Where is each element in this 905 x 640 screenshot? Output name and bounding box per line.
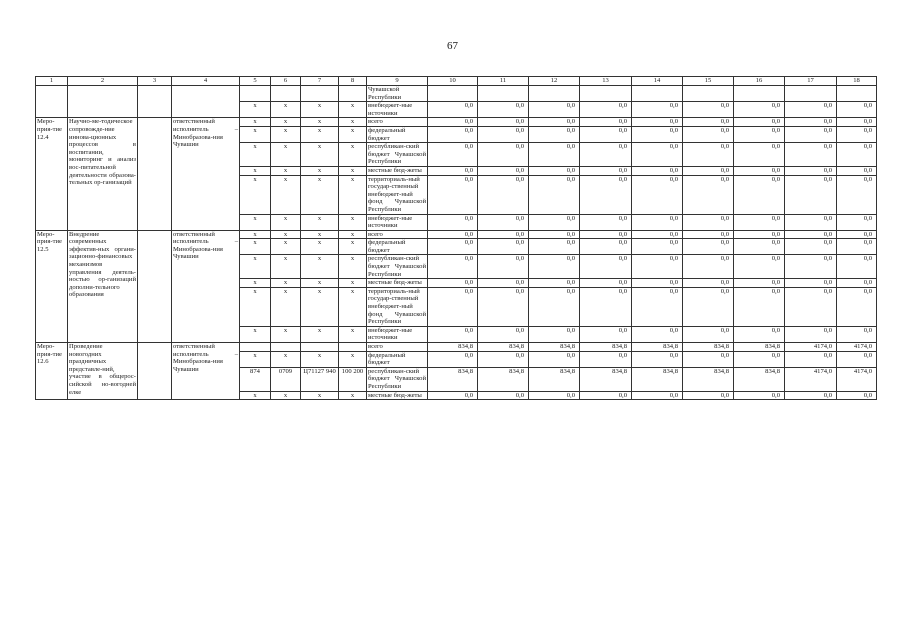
code-cell-c8: х (339, 230, 367, 239)
value-cell-10: 834,8 (428, 343, 478, 352)
value-cell-10: 0,0 (428, 391, 478, 400)
value-cell-15: 0,0 (683, 126, 734, 142)
event-executor: ответственный исполнитель – Минобразова-ния Чувашии (172, 230, 240, 342)
value-cell-16 (734, 86, 785, 102)
value-cell-12: 0,0 (529, 118, 580, 127)
value-cell-10: 0,0 (428, 279, 478, 288)
value-cell-17: 0,0 (785, 287, 837, 326)
code-cell-c7: Ц71127 940 (301, 367, 339, 391)
funding-source: республикан-ский бюджет Чувашской Республики (368, 367, 426, 390)
code-cell-c8: х (339, 166, 367, 175)
column-number: 17 (785, 77, 837, 86)
value-cell-18: 0,0 (837, 126, 877, 142)
value-cell-10 (428, 86, 478, 102)
value-cell-16: 0,0 (734, 175, 785, 214)
funding-source: всего (367, 118, 428, 127)
column-number: 14 (632, 77, 683, 86)
continuation-cell-2 (68, 86, 138, 118)
code-cell-c7: х (301, 391, 339, 400)
value-cell-15: 0,0 (683, 118, 734, 127)
value-cell-18: 0,0 (837, 102, 877, 118)
value-cell-14: 0,0 (632, 143, 683, 167)
code-cell-c5: х (240, 126, 271, 142)
value-cell-11: 0,0 (478, 326, 529, 342)
value-cell-18: 0,0 (837, 239, 877, 255)
code-cell-c8: х (339, 143, 367, 167)
code-cell-c5: х (240, 326, 271, 342)
funding-source: Чувашской Республики (367, 86, 428, 102)
value-cell-10: 0,0 (428, 126, 478, 142)
code-cell-c5: х (240, 351, 271, 367)
code-cell-c6: х (271, 214, 301, 230)
column-number: 1 (36, 77, 68, 86)
value-cell-10: 0,0 (428, 230, 478, 239)
value-cell-15: 0,0 (683, 214, 734, 230)
code-cell-c6: х (271, 255, 301, 279)
value-cell-16: 0,0 (734, 143, 785, 167)
event-name: Проведение новогодних праздничных представле-ний, участие в общерос-сийской но-вогодней елке (68, 343, 138, 400)
value-cell-11: 0,0 (478, 175, 529, 214)
code-cell-c6: х (271, 118, 301, 127)
value-cell-13: 834,8 (580, 367, 632, 391)
code-cell-c6 (271, 86, 301, 102)
code-cell-c6: х (271, 230, 301, 239)
value-cell-17: 4174,0 (785, 343, 837, 352)
value-cell-13: 0,0 (580, 255, 632, 279)
funding-source: федеральный бюджет (367, 126, 428, 142)
value-cell-11: 0,0 (478, 126, 529, 142)
code-cell-c6: х (271, 351, 301, 367)
column-number: 12 (529, 77, 580, 86)
value-cell-12: 834,8 (529, 343, 580, 352)
value-cell-12: 0,0 (529, 326, 580, 342)
value-cell-14: 0,0 (632, 351, 683, 367)
code-cell-c8: х (339, 287, 367, 326)
code-cell-c8: 100 200 (339, 367, 367, 391)
value-cell-13: 0,0 (580, 126, 632, 142)
value-cell-14: 0,0 (632, 391, 683, 400)
budget-table (35, 76, 877, 400)
value-cell-16: 0,0 (734, 391, 785, 400)
code-cell-c7: х (301, 126, 339, 142)
continuation-cell-1 (36, 86, 68, 118)
value-cell-10: 0,0 (428, 102, 478, 118)
funding-source: федеральный бюджет (367, 351, 428, 367)
code-cell-c7: х (301, 239, 339, 255)
value-cell-11: 0,0 (478, 255, 529, 279)
value-cell-14: 834,8 (632, 367, 683, 391)
column-number-row (36, 77, 877, 86)
value-cell-15: 0,0 (683, 287, 734, 326)
value-cell-15: 834,8 (683, 367, 734, 391)
value-cell-17: 0,0 (785, 143, 837, 167)
value-cell-15: 0,0 (683, 143, 734, 167)
value-cell-10: 834,8 (428, 367, 478, 391)
code-cell-c5 (240, 343, 271, 352)
value-cell-13: 0,0 (580, 166, 632, 175)
code-cell-c5 (240, 86, 271, 102)
value-cell-12: 0,0 (529, 126, 580, 142)
event-label: Меро-прия-тие 12.4 (36, 118, 68, 230)
code-cell-c8: х (339, 239, 367, 255)
code-cell-c6: х (271, 287, 301, 326)
value-cell-11 (478, 86, 529, 102)
value-cell-17: 0,0 (785, 102, 837, 118)
value-cell-13: 0,0 (580, 230, 632, 239)
code-cell-c6: х (271, 175, 301, 214)
value-cell-16: 0,0 (734, 214, 785, 230)
value-cell-17: 0,0 (785, 351, 837, 367)
code-cell-c8: х (339, 118, 367, 127)
code-cell-c8: х (339, 214, 367, 230)
code-cell-c8: х (339, 391, 367, 400)
value-cell-15: 0,0 (683, 391, 734, 400)
code-cell-c8 (339, 343, 367, 352)
code-cell-c7: х (301, 287, 339, 326)
value-cell-15: 0,0 (683, 279, 734, 288)
value-cell-15: 0,0 (683, 166, 734, 175)
code-cell-c6: х (271, 166, 301, 175)
value-cell-11: 0,0 (478, 166, 529, 175)
value-cell-12: 0,0 (529, 102, 580, 118)
value-cell-17: 0,0 (785, 214, 837, 230)
code-cell-c7 (301, 86, 339, 102)
funding-source: федеральный бюджет (367, 239, 428, 255)
value-cell-11: 0,0 (478, 351, 529, 367)
value-cell-18: 0,0 (837, 287, 877, 326)
code-cell-c5: х (240, 239, 271, 255)
value-cell-11: 0,0 (478, 391, 529, 400)
value-cell-12: 0,0 (529, 279, 580, 288)
value-cell-13: 0,0 (580, 239, 632, 255)
value-cell-14: 0,0 (632, 279, 683, 288)
column-number: 18 (837, 77, 877, 86)
column-number: 15 (683, 77, 734, 86)
value-cell-18: 0,0 (837, 230, 877, 239)
value-cell-13: 0,0 (580, 118, 632, 127)
value-cell-15: 0,0 (683, 326, 734, 342)
value-cell-13: 834,8 (580, 343, 632, 352)
value-cell-12: 0,0 (529, 230, 580, 239)
value-cell-18: 0,0 (837, 279, 877, 288)
column-number: 4 (172, 77, 240, 86)
column-number: 11 (478, 77, 529, 86)
value-cell-16: 0,0 (734, 326, 785, 342)
value-cell-17: 0,0 (785, 326, 837, 342)
funding-source: местные бюд-жеты (367, 279, 428, 288)
continuation-cell-3 (138, 86, 172, 118)
value-cell-14: 0,0 (632, 255, 683, 279)
value-cell-12: 0,0 (529, 143, 580, 167)
code-cell-c7: х (301, 279, 339, 288)
code-cell-c6: х (271, 143, 301, 167)
value-cell-17: 0,0 (785, 126, 837, 142)
column-number: 2 (68, 77, 138, 86)
value-cell-13: 0,0 (580, 214, 632, 230)
value-cell-14: 834,8 (632, 343, 683, 352)
funding-source: всего (367, 343, 428, 352)
event-name: Научно-ме-тодическое сопровожде-ние иннова-ционных процессов в воспитании, мониторинг и анализ вос-питательной деятельности образова-тельных ор-ганизаций (68, 118, 138, 230)
code-cell-c8: х (339, 175, 367, 214)
code-cell-c8: х (339, 102, 367, 118)
code-cell-c8: х (339, 255, 367, 279)
code-cell-c7: х (301, 351, 339, 367)
event-name: Внедрение современных эффектив-ных органи-зационно-финансовых механизмов управления деятель-ностью ор-ганизаций дополни-тельного образования (68, 230, 138, 342)
value-cell-15: 0,0 (683, 255, 734, 279)
value-cell-16: 834,8 (734, 367, 785, 391)
code-cell-c5: х (240, 391, 271, 400)
value-cell-16: 0,0 (734, 287, 785, 326)
value-cell-14: 0,0 (632, 166, 683, 175)
value-cell-11: 0,0 (478, 279, 529, 288)
table-row (36, 343, 877, 352)
code-cell-c5: х (240, 166, 271, 175)
value-cell-13: 0,0 (580, 102, 632, 118)
funding-source: территориаль-ный государ-ственный внебюджет-ный фонд Чувашской Республики (368, 287, 426, 326)
code-cell-c7: х (301, 255, 339, 279)
value-cell-11: 0,0 (478, 287, 529, 326)
value-cell-13: 0,0 (580, 351, 632, 367)
value-cell-17 (785, 86, 837, 102)
code-cell-c8: х (339, 279, 367, 288)
code-cell-c6: 0709 (271, 367, 301, 391)
code-cell-c7: х (301, 214, 339, 230)
value-cell-12: 0,0 (529, 287, 580, 326)
value-cell-14: 0,0 (632, 102, 683, 118)
code-cell-c7: х (301, 102, 339, 118)
code-cell-c8: х (339, 326, 367, 342)
value-cell-11: 0,0 (478, 239, 529, 255)
funding-source: местные бюд-жеты (367, 166, 428, 175)
column-number: 16 (734, 77, 785, 86)
continuation-cell-4 (172, 86, 240, 118)
value-cell-11: 0,0 (478, 102, 529, 118)
value-cell-18: 0,0 (837, 214, 877, 230)
code-cell-c5: х (240, 287, 271, 326)
event-label: Меро-прия-тие 12.6 (36, 343, 68, 400)
code-cell-c5: 874 (240, 367, 271, 391)
value-cell-10: 0,0 (428, 214, 478, 230)
value-cell-16: 0,0 (734, 230, 785, 239)
value-cell-17: 4174,0 (785, 367, 837, 391)
code-cell-c7: х (301, 326, 339, 342)
value-cell-11: 834,8 (478, 343, 529, 352)
value-cell-10: 0,0 (428, 175, 478, 214)
value-cell-13 (580, 86, 632, 102)
value-cell-17: 0,0 (785, 279, 837, 288)
event-label: Меро-прия-тие 12.5 (36, 230, 68, 342)
code-cell-c6: х (271, 279, 301, 288)
value-cell-16: 0,0 (734, 279, 785, 288)
value-cell-16: 0,0 (734, 118, 785, 127)
code-cell-c6: х (271, 391, 301, 400)
column-number: 7 (301, 77, 339, 86)
value-cell-18: 0,0 (837, 255, 877, 279)
value-cell-12: 834,8 (529, 367, 580, 391)
value-cell-14: 0,0 (632, 175, 683, 214)
code-cell-c8 (339, 86, 367, 102)
value-cell-14: 0,0 (632, 326, 683, 342)
value-cell-17: 0,0 (785, 118, 837, 127)
value-cell-15: 0,0 (683, 230, 734, 239)
value-cell-18: 4174,0 (837, 343, 877, 352)
value-cell-14: 0,0 (632, 239, 683, 255)
funding-source: территориаль-ный государ-ственный внебюджет-ный фонд Чувашской Республики (368, 175, 426, 213)
value-cell-17: 0,0 (785, 391, 837, 400)
value-cell-17: 0,0 (785, 166, 837, 175)
value-cell-12: 0,0 (529, 391, 580, 400)
value-cell-18: 0,0 (837, 118, 877, 127)
value-cell-16: 0,0 (734, 255, 785, 279)
code-cell-c6: х (271, 326, 301, 342)
empty-cell (138, 343, 172, 400)
code-cell-c5: х (240, 279, 271, 288)
value-cell-10: 0,0 (428, 166, 478, 175)
value-cell-12: 0,0 (529, 255, 580, 279)
code-cell-c6: х (271, 102, 301, 118)
value-cell-16: 834,8 (734, 343, 785, 352)
value-cell-11: 0,0 (478, 143, 529, 167)
funding-source: республикан-ский бюджет Чувашской Республики (368, 143, 426, 166)
value-cell-16: 0,0 (734, 166, 785, 175)
code-cell-c5: х (240, 214, 271, 230)
value-cell-12 (529, 86, 580, 102)
value-cell-18: 0,0 (837, 175, 877, 214)
page-number: 67 (447, 40, 458, 52)
code-cell-c5: х (240, 230, 271, 239)
code-cell-c5: х (240, 255, 271, 279)
value-cell-17: 0,0 (785, 255, 837, 279)
value-cell-12: 0,0 (529, 351, 580, 367)
code-cell-c6: х (271, 126, 301, 142)
table-row (36, 230, 877, 239)
funding-source: внебюджет-ные источники (367, 326, 428, 342)
value-cell-10: 0,0 (428, 143, 478, 167)
code-cell-c7: х (301, 230, 339, 239)
value-cell-11: 0,0 (478, 230, 529, 239)
code-cell-c6: х (271, 239, 301, 255)
value-cell-17: 0,0 (785, 230, 837, 239)
value-cell-17: 0,0 (785, 175, 837, 214)
event-executor: ответственный исполнитель – Минобразова-ния Чувашии (172, 118, 240, 230)
value-cell-14: 0,0 (632, 118, 683, 127)
event-executor: ответственный исполнитель – Минобразова-ния Чувашии (172, 343, 240, 400)
value-cell-13: 0,0 (580, 143, 632, 167)
continuation-row (36, 86, 877, 102)
value-cell-16: 0,0 (734, 102, 785, 118)
value-cell-10: 0,0 (428, 239, 478, 255)
code-cell-c7: х (301, 175, 339, 214)
value-cell-15 (683, 86, 734, 102)
table-row (36, 118, 877, 127)
funding-source: республикан-ский бюджет Чувашской Республики (368, 255, 426, 278)
value-cell-15: 0,0 (683, 175, 734, 214)
value-cell-18 (837, 86, 877, 102)
value-cell-15: 0,0 (683, 239, 734, 255)
value-cell-14 (632, 86, 683, 102)
column-number: 8 (339, 77, 367, 86)
value-cell-11: 0,0 (478, 118, 529, 127)
value-cell-18: 4174,0 (837, 367, 877, 391)
code-cell-c5: х (240, 175, 271, 214)
value-cell-13: 0,0 (580, 391, 632, 400)
column-number: 6 (271, 77, 301, 86)
code-cell-c7: х (301, 118, 339, 127)
column-number: 3 (138, 77, 172, 86)
value-cell-14: 0,0 (632, 287, 683, 326)
code-cell-c5: х (240, 102, 271, 118)
value-cell-12: 0,0 (529, 166, 580, 175)
value-cell-12: 0,0 (529, 175, 580, 214)
value-cell-14: 0,0 (632, 230, 683, 239)
value-cell-15: 0,0 (683, 102, 734, 118)
value-cell-13: 0,0 (580, 287, 632, 326)
code-cell-c7: х (301, 166, 339, 175)
value-cell-15: 834,8 (683, 343, 734, 352)
column-number: 10 (428, 77, 478, 86)
code-cell-c8: х (339, 126, 367, 142)
value-cell-12: 0,0 (529, 214, 580, 230)
value-cell-13: 0,0 (580, 279, 632, 288)
value-cell-17: 0,0 (785, 239, 837, 255)
value-cell-18: 0,0 (837, 166, 877, 175)
value-cell-18: 0,0 (837, 391, 877, 400)
empty-cell (138, 230, 172, 342)
value-cell-12: 0,0 (529, 239, 580, 255)
code-cell-c6 (271, 343, 301, 352)
value-cell-15: 0,0 (683, 351, 734, 367)
funding-source: внебюджет-ные источники (367, 102, 428, 118)
column-number: 9 (367, 77, 428, 86)
funding-source: внебюджет-ные источники (367, 214, 428, 230)
value-cell-13: 0,0 (580, 175, 632, 214)
value-cell-10: 0,0 (428, 118, 478, 127)
code-cell-c5: х (240, 118, 271, 127)
value-cell-10: 0,0 (428, 351, 478, 367)
funding-source: всего (367, 230, 428, 239)
table-body (36, 77, 877, 400)
value-cell-10: 0,0 (428, 326, 478, 342)
code-cell-c7 (301, 343, 339, 352)
value-cell-18: 0,0 (837, 351, 877, 367)
value-cell-11: 834,8 (478, 367, 529, 391)
value-cell-16: 0,0 (734, 126, 785, 142)
code-cell-c7: х (301, 143, 339, 167)
column-number: 13 (580, 77, 632, 86)
value-cell-10: 0,0 (428, 255, 478, 279)
value-cell-18: 0,0 (837, 326, 877, 342)
code-cell-c5: х (240, 143, 271, 167)
code-cell-c8: х (339, 351, 367, 367)
value-cell-16: 0,0 (734, 351, 785, 367)
funding-source: местные бюд-жеты (367, 391, 428, 400)
column-number: 5 (240, 77, 271, 86)
value-cell-14: 0,0 (632, 214, 683, 230)
value-cell-16: 0,0 (734, 239, 785, 255)
value-cell-11: 0,0 (478, 214, 529, 230)
value-cell-18: 0,0 (837, 143, 877, 167)
value-cell-14: 0,0 (632, 126, 683, 142)
value-cell-10: 0,0 (428, 287, 478, 326)
empty-cell (138, 118, 172, 230)
value-cell-13: 0,0 (580, 326, 632, 342)
